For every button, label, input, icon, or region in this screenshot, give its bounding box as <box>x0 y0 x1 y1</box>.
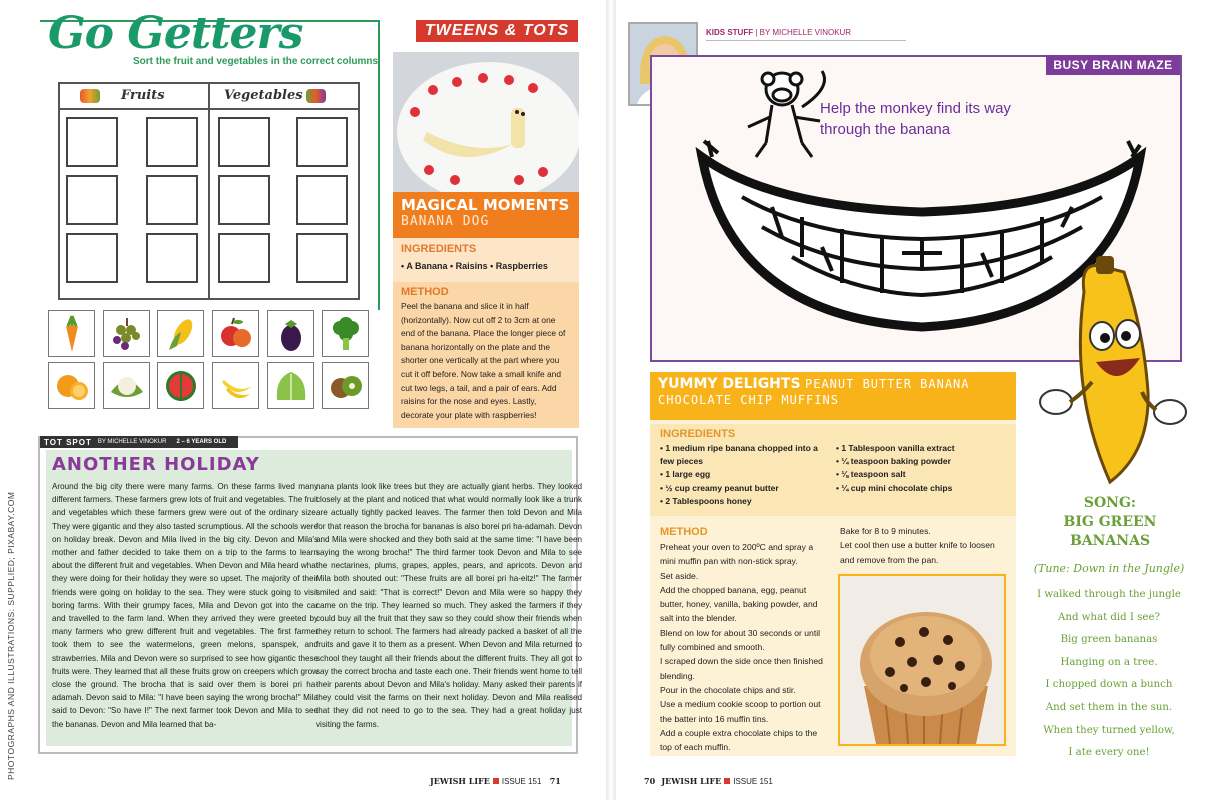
vegetable-slot[interactable] <box>218 117 270 167</box>
busy-brain-maze-badge: BUSY BRAIN MAZE <box>1046 55 1180 75</box>
yummy-ingredients-heading: INGREDIENTS <box>660 428 736 440</box>
apple-icon <box>216 314 256 354</box>
magical-moments-method: Peel the banana and slice it in half (horizontally). Now cut off 2 to 3cm at one end of the banana. Place the longer piece of banana horizontally on the plate and the shorter one vertically at the part where you cut it off before. Now take a small knife and cut two legs, a tail, and a pair of ears. Add raisins for the nose and eyes. Lastly, decorate your plate with raspberries! <box>401 301 566 420</box>
yummy-delights-header <box>650 372 1016 420</box>
kiwi-tile[interactable] <box>322 362 369 409</box>
apple-tile[interactable] <box>212 310 259 357</box>
corn-tile[interactable] <box>157 310 204 357</box>
fruit-slot[interactable] <box>66 175 118 225</box>
bananas-tile[interactable] <box>212 362 259 409</box>
magical-moments-subtitle: BANANA DOG <box>401 214 490 229</box>
kids-stuff-line <box>706 28 851 37</box>
folio-page-number: 70 <box>644 776 656 786</box>
fruit-slot[interactable] <box>66 233 118 283</box>
method-step: Use a medium cookie scoop to portion out the batter into 16 muffin tins. <box>660 699 821 724</box>
lyric-line: I walked through the jungle <box>1037 589 1181 600</box>
kids-stuff-byline: | BY MICHELLE VINOKUR <box>755 28 852 37</box>
muffin-image <box>840 576 1006 746</box>
yummy-delights-title: YUMMY DELIGHTS <box>658 376 801 392</box>
method-step: Let cool then use a butter knife to loosen and remove from the pan. <box>840 540 995 565</box>
vegetable-slot[interactable] <box>296 117 348 167</box>
yummy-delights-subtitle-b: CHOCOLATE CHIP MUFFINS <box>658 393 839 407</box>
tot-spot-bar <box>40 436 238 448</box>
right-folio <box>644 776 773 786</box>
page-gutter <box>606 0 616 800</box>
ingredient-item: • 1 large egg <box>660 468 830 481</box>
song-title-line: BANANAS <box>1069 533 1151 549</box>
maze-prompt: Help the monkey find its way through the banana <box>820 100 1011 138</box>
fruits-column-label: Fruits <box>121 88 165 103</box>
yummy-ingredients-right <box>836 442 1012 495</box>
song-title <box>1040 494 1180 551</box>
yummy-method-continued <box>840 524 1008 567</box>
kiwi-icon <box>326 366 366 406</box>
tot-spot-label: TOT SPOT <box>44 437 92 447</box>
folio-issue: ISSUE 151 <box>733 777 773 786</box>
eggplant-tile[interactable] <box>267 310 314 357</box>
song-tune: (Tune: Down in the Jungle) <box>1033 562 1185 575</box>
story-column-1: Around the big city there were many farms. On these farms lived many different farmers. These farmers grew lots of fruit and vegetables. The fruit and vegetables which these farmers grew were out of the ordinary size. They were gigantic and they also tasted scrumptious. All the schools were on holiday break. Devon and Mila lived in the big city. Devon and Mila's mother and father decided to take them on a trip to the farms to learn about the different fruit and vegetables. When Devon and Mila heard what they were doing for their holiday they were so upset. The majority of their friends were going on holiday to the sea. They were stuck going to visit boring farms. With their grumpy faces, Mila and Devon got into the car and travelled to the farm land. When they arrived they were greeted by many farmers who grew different fruit and vegetables. The first farmer took them to see the watermelons, green melons, spanspek, and strawberries. Mila and Devon were so surprised to see how gigantic these fruits were. They learned that all these fruits grow on creepers which grow close the ground. The brocha that is said over them is borei pri ha-adamah. Devon said to Mila: "I have been saying the wrong brocha!" Mila said to Devon: "So have I!" The next farmer took Devon and Mila to see the bananas. Devon and Mila learned that ba- <box>52 482 318 729</box>
ingredient-item: • 1 Tablespoon vanilla extract <box>836 442 1012 455</box>
ingredient-item: • ½ cup creamy peanut butter <box>660 482 830 495</box>
folio-magazine: JEWISH LIFE <box>661 776 722 786</box>
eggplant-icon <box>271 314 311 354</box>
yummy-ingredients-left <box>660 442 830 508</box>
tot-spot-byline: BY MICHELLE VINOKUR <box>97 439 167 445</box>
lyric-line: Big green bananas <box>1060 634 1158 646</box>
magical-moments-ingredients: • A Banana • Raisins • Raspberries <box>401 261 548 271</box>
banana-dog-photo <box>393 52 579 192</box>
fruit-slot[interactable] <box>66 117 118 167</box>
lettuce-tile[interactable] <box>267 362 314 409</box>
yummy-delights-subtitle-a: PEANUT BUTTER BANANA <box>805 377 970 391</box>
cauliflower-tile[interactable] <box>103 362 150 409</box>
ingredient-item: • ¼ cup mini chocolate chips <box>836 482 1012 495</box>
lyric-line: And what did I see? <box>1058 611 1160 623</box>
kids-stuff-kicker: KIDS STUFF <box>706 28 754 37</box>
carrot-tile[interactable] <box>48 310 95 357</box>
magical-moments-method-box <box>393 282 579 428</box>
watermelon-tile[interactable] <box>157 362 204 409</box>
ingredient-item: • ¼ teaspoon baking powder <box>836 455 1012 468</box>
method-step: Add the chopped banana, egg, peanut butter, honey, vanilla, baking powder, and salt into the blender. <box>660 584 818 624</box>
orange-icon <box>52 366 92 406</box>
method-step: Preheat your oven to 200ºC and spray a mini muffin pan with non-stick spray. <box>660 542 814 567</box>
muffin-photo <box>838 574 1006 746</box>
method-step: Set aside. <box>660 570 699 581</box>
lyric-line: When they turned yellow, <box>1043 724 1175 736</box>
vegetables-column-label: Vegetables <box>224 88 303 103</box>
vegetable-slot[interactable] <box>296 233 348 283</box>
left-folio <box>430 776 561 786</box>
orange-tile[interactable] <box>48 362 95 409</box>
method-step: Blend on low for about 30 seconds or until fully combined and smooth. <box>660 627 821 653</box>
vegetable-slot[interactable] <box>296 175 348 225</box>
bananas-icon <box>216 366 256 406</box>
story-column-2: nana plants look like trees but they are actually giant herbs. They looked closely at the plant and noticed that what would normally look like a trunk are actually tightly packed leaves. The farmer then told Devon and Mila for that reason the brocha for bananas is also borei pri ha-adamah. Devon and Mila were shocked and they both said at the same time: "I have been saying the wrong brocha!" The third farmer took Devon and Mila to see the nectarines, plums, grapes, apples, pears, and apricots. Devon and Mila both shouted out: "These fruits are all borei pri ha-eitz!" The farmer smiled and said: "That is correct!" Devon and Mila were so happy they came on the trip. They learned so much. They asked the farmers if they could buy all the fruit that they saw so they could show their friends when they return to school. The farmers had already packed a basket of all the fruits and gave it to them as a present. When Devon and Mila returned to school they taught all their friends about the different fruits. They all got to say the correct brocha and taste each one. Their friends went home to tell their parents about Devon and Mila's holiday. Many asked their parents if they could visit the farms on their next holiday. Devon and Mila realised that they did not need to go to the sea. They had a great holiday just visiting the farms. <box>316 482 582 729</box>
yummy-method <box>660 540 830 754</box>
method-step: Bake for 8 to 9 minutes. <box>840 526 931 536</box>
grapes-tile[interactable] <box>103 310 150 357</box>
fruit-basket-icon <box>80 89 100 103</box>
ingredient-item: • 2 Tablespoons honey <box>660 495 830 508</box>
fruit-slot[interactable] <box>146 117 198 167</box>
folio-issue: ISSUE 151 <box>501 777 542 786</box>
go-getters-instruction: Sort the fruit and vegetables in the correct columns <box>133 56 379 67</box>
lyric-line: Hanging on a tree. <box>1060 656 1158 668</box>
folio-magazine: JEWISH LIFE <box>430 776 490 786</box>
corn-icon <box>161 314 201 354</box>
lettuce-icon <box>271 366 311 406</box>
banana-mascot-illustration <box>1030 252 1202 492</box>
folio-square <box>724 778 730 784</box>
fruit-slot[interactable] <box>146 233 198 283</box>
magical-moments-ingredients-heading: INGREDIENTS <box>401 243 477 255</box>
broccoli-icon <box>326 314 366 354</box>
carrot-icon <box>54 314 90 354</box>
song-title-line: SONG: <box>1083 495 1137 511</box>
vegetable-slot[interactable] <box>218 233 270 283</box>
vegetable-slot[interactable] <box>218 175 270 225</box>
lyric-line: I ate every one! <box>1068 747 1150 759</box>
go-getters-title: Go Getters <box>48 8 303 59</box>
method-step: Add a couple extra chocolate chips to the top of each muffin. <box>660 727 818 753</box>
lyric-line: I chopped down a bunch <box>1045 679 1173 691</box>
lyric-line: And set them in the sun. <box>1045 701 1173 713</box>
ingredient-item: • ⅛ teaspoon salt <box>836 468 1012 481</box>
method-step: Pour in the chocolate chips and stir. <box>660 684 796 695</box>
song-title-line: BIG GREEN <box>1063 514 1157 530</box>
fruit-slot[interactable] <box>146 175 198 225</box>
watermelon-icon <box>161 366 201 406</box>
method-step: I scraped down the side once then finished blending. <box>660 656 823 681</box>
broccoli-tile[interactable] <box>322 310 369 357</box>
magical-moments-header <box>393 192 579 238</box>
yummy-method-heading: METHOD <box>660 526 708 538</box>
folio-square <box>493 778 499 784</box>
kids-stuff-rule <box>706 40 906 41</box>
story-title: ANOTHER HOLIDAY <box>52 454 260 475</box>
ingredient-item: • 1 medium ripe banana chopped into a few pieces <box>660 442 830 468</box>
tot-spot-age: 2 – 6 YEARS OLD <box>176 439 227 445</box>
photo-credit: PHOTOGRAPHS AND ILLUSTRATIONS: SUPPLIED; PIXABAY.COM <box>6 491 16 780</box>
grapes-icon <box>107 314 147 354</box>
banana-dog-plate-image <box>393 52 579 192</box>
magical-moments-method-heading: METHOD <box>401 286 449 298</box>
vegetable-basket-icon <box>306 89 326 103</box>
tweens-tots-badge: TWEENS & TOTS <box>416 20 578 42</box>
cauliflower-icon <box>107 366 147 406</box>
magical-moments-title: MAGICAL MOMENTS <box>401 196 570 214</box>
sort-chart-divider <box>208 82 210 300</box>
folio-page-number: 71 <box>549 776 561 786</box>
song-lyrics <box>1022 584 1196 765</box>
